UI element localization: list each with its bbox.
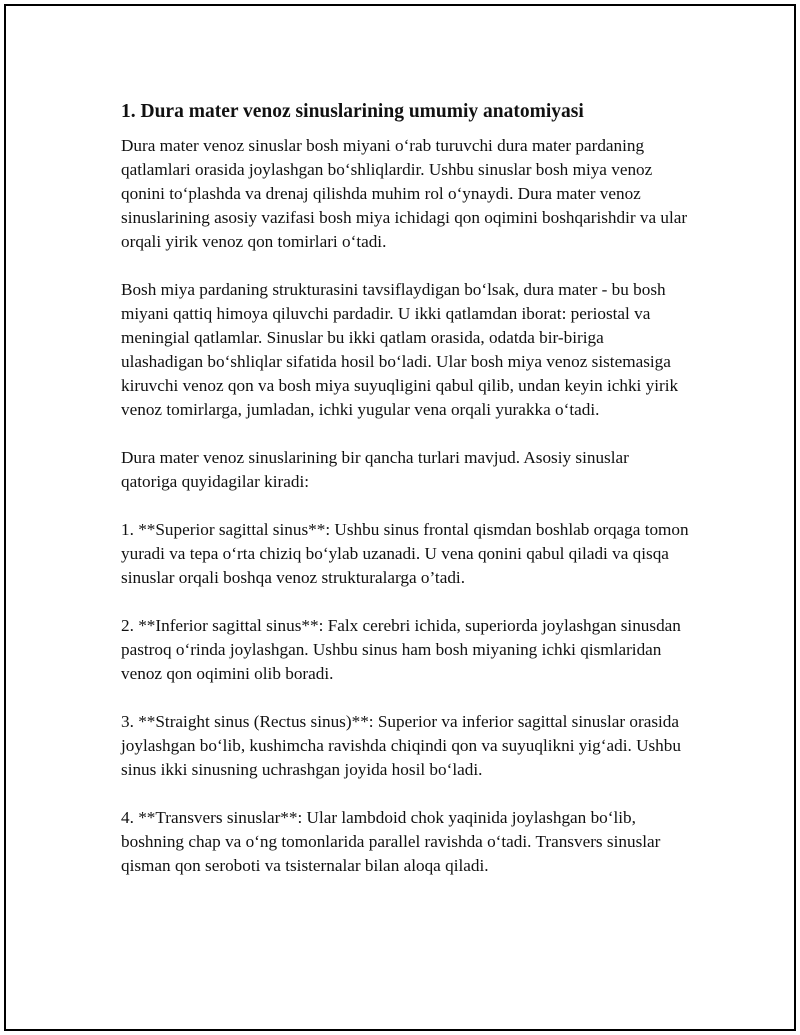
list-item-straight-sinus: 3. **Straight sinus (Rectus sinus)**: Superior va inferior sagittal sinuslar orasida joylashgan bo‘lib, kushimcha ravishda chiqindi qon va suyuqlikni yig‘adi. Ushbu sinus ikki sinusning uchrashgan joyida hosil bo‘ladi.	[121, 712, 681, 779]
paragraph-sinus-types: Dura mater venoz sinuslarining bir qancha turlari mavjud. Asosiy sinuslar qatoriga quyidagilar kiradi:	[121, 448, 629, 491]
section-heading: 1. Dura mater venoz sinuslarining umumiy anatomiyasi	[121, 101, 584, 122]
list-item-transverse-sinuses: 4. **Transvers sinuslar**: Ular lambdoid chok yaqinida joylashgan bo‘lib, boshning chap va o‘ng tomonlarida parallel ravishda o‘tadi. Transvers sinuslar qisman qon seroboti va tsisternalar bilan aloqa qiladi.	[121, 808, 661, 875]
list-item-superior-sagittal-sinus: 1. **Superior sagittal sinus**: Ushbu sinus frontal qismdan boshlab orqaga tomon yuradi va tepa o‘rta chiziq bo‘ylab uzanadi. U vena qonini qabul qiladi va qisqa sinuslar orqali boshqa venoz strukturalarga o’tadi.	[121, 520, 689, 587]
page-frame	[4, 4, 796, 1031]
paragraph-dura-structure: Bosh miya pardaning strukturasini tavsiflaydigan bo‘lsak, dura mater - bu bosh miyani qattiq himoya qiluvchi pardadir. U ikki qatlamdan iborat: periostal va meningial qatlamlar. Sinuslar bu ikki qatlam orasida, odatda bir-biriga ulashadigan bo‘shliqlar sifatida hosil bo‘ladi. Ular bosh miya venoz sistemasiga kiruvchi venoz qon va bosh miya suyuqligini qabul qilib, undan keyin ichki yirik venoz tomirlarga, jumladan, ichki yugular vena orqali yurakka o‘tadi.	[121, 280, 679, 419]
list-item-inferior-sagittal-sinus: 2. **Inferior sagittal sinus**: Falx cerebri ichida, superiorda joylashgan sinusdan pastroq o‘rinda joylashgan. Ushbu sinus ham bosh miyaning ichki qismlaridan venoz qon oqimini olib boradi.	[121, 616, 681, 683]
paragraph-intro: Dura mater venoz sinuslar bosh miyani o‘rab turuvchi dura mater pardaning qatlamlari orasida joylashgan bo‘shliqlardir. Ushbu sinuslar bosh miya venoz qonini to‘plashda va drenaj qilishda muhim rol o‘ynaydi. Dura mater venoz sinuslarining asosiy vazifasi bosh miya ichidagi qon oqimini boshqarishdir va ular orqali yirik venoz qon tomirlari o‘tadi.	[121, 136, 688, 251]
document-body	[121, 98, 689, 902]
